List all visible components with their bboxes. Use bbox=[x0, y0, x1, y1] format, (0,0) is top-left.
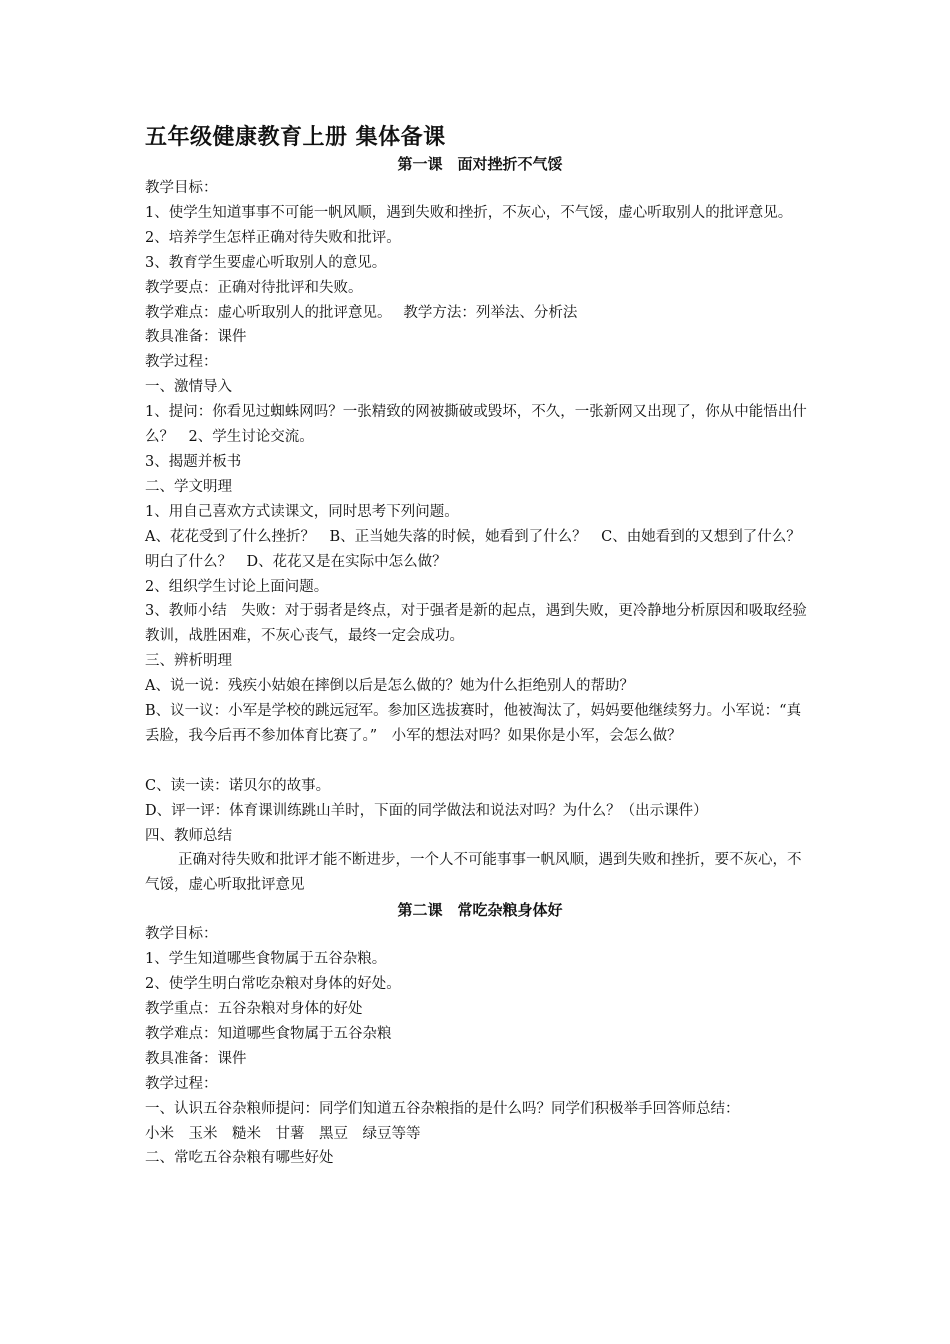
lesson-1-summary: 正确对待失败和批评才能不断进步，一个人不可能事事一帆风顺，遇到失败和挫折，要不灰心，不气馁，虚心听取批评意见 bbox=[145, 852, 802, 894]
lesson-1-line: 教学要点：正确对待批评和失败。 bbox=[145, 279, 363, 296]
lesson-1-line: 教学难点：虚心听取别人的批评意见。 教学方法：列举法、分析法 bbox=[145, 304, 578, 321]
lesson-2-line: 二、常吃五谷杂粮有哪些好处 bbox=[145, 1150, 334, 1167]
lesson-1-line: 3、教育学生要虚心听取别人的意见。 bbox=[145, 254, 387, 271]
lesson-1-line: A、说一说：残疾小姑娘在摔倒以后是怎么做的？她为什么拒绝别人的帮助？ bbox=[145, 678, 634, 695]
blank-line bbox=[145, 749, 815, 774]
lesson-2-line: 小米 玉米 糙米 甘薯 黑豆 绿豆等等 bbox=[145, 1125, 421, 1142]
document-title: 五年级健康教育上册 集体备课 bbox=[145, 125, 446, 150]
lesson-1-line: 一、激情导入 bbox=[145, 379, 232, 396]
document-page bbox=[145, 124, 815, 1171]
lesson-1-line: 3、揭题并板书 bbox=[145, 453, 242, 470]
lesson-2-line: 教学重点：五谷杂粮对身体的好处 bbox=[145, 1000, 363, 1017]
lesson-1-line: 二、学文明理 bbox=[145, 478, 232, 495]
lesson-1-line: D、评一评：体育课训练跳山羊时，下面的同学做法和说法对吗？为什么？（出示课件） bbox=[145, 802, 708, 819]
lesson-2-line: 教学难点：知道哪些食物属于五谷杂粮 bbox=[145, 1025, 392, 1042]
lesson-1-line: 1、用自己喜欢方式读课文，同时思考下列问题。 bbox=[145, 503, 459, 520]
lesson-2-line: 一、认识五谷杂粮师提问：同学们知道五谷杂粮指的是什么吗？同学们积极举手回答师总结： bbox=[145, 1100, 740, 1117]
lesson-1-line: B、议一议：小军是学校的跳远冠军。参加区选拔赛时，他被淘汰了，妈妈要他继续努力。小军说：“真丢脸，我今后再不参加体育比赛了。” 小军的想法对吗？如果你是小军，会怎么做？ bbox=[145, 703, 802, 744]
lesson-1-line: 教具准备：课件 bbox=[145, 329, 247, 346]
lesson-1-line: 2、组织学生讨论上面问题。 bbox=[145, 578, 329, 595]
lesson-2-line: 1、学生知道哪些食物属于五谷杂粮。 bbox=[145, 951, 387, 968]
lesson-1-line: 1、使学生知道事事不可能一帆风顺，遇到失败和挫折，不灰心，不气馁，虚心听取别人的批评意见。 bbox=[145, 204, 793, 221]
lesson-2-line: 2、使学生明白常吃杂粮对身体的好处。 bbox=[145, 976, 401, 993]
lesson-2-title: 第二课 常吃杂粮身体好 bbox=[397, 901, 563, 920]
lesson-2-line: 教学过程： bbox=[145, 1075, 218, 1092]
lesson-1-section bbox=[145, 152, 815, 898]
lesson-1-line: C、读一读：诺贝尔的故事。 bbox=[145, 777, 331, 794]
lesson-2-line: 教具准备：课件 bbox=[145, 1050, 247, 1067]
lesson-1-line: 2、培养学生怎样正确对待失败和批评。 bbox=[145, 229, 401, 246]
lesson-1-line: A、花花受到了什么挫折？ B、正当她失落的时候，她看到了什么？ C、由她看到的又想到了什么？明白了什么？ D、花花又是在实际中怎么做？ bbox=[145, 528, 801, 570]
lesson-1-line: 1、提问：你看见过蜘蛛网吗？一张精致的网被撕破或毁坏，不久，一张新网又出现了，你从中能悟出什么？ 2、学生讨论交流。 bbox=[145, 404, 807, 446]
lesson-1-line: 3、教师小结 失败：对于弱者是终点，对于强者是新的起点，遇到失败，更冷静地分析原因和吸取经验教训，战胜困难，不灰心丧气，最终一定会成功。 bbox=[145, 603, 807, 645]
lesson-1-line: 教学过程： bbox=[145, 354, 218, 371]
lesson-1-line: 教学目标： bbox=[145, 180, 218, 196]
lesson-1-line: 三、辨析明理 bbox=[145, 653, 232, 670]
lesson-1-title: 第一课 面对挫折不气馁 bbox=[397, 155, 563, 173]
lesson-2-section bbox=[145, 898, 815, 1171]
lesson-2-line: 教学目标： bbox=[145, 926, 218, 943]
lesson-1-line: 四、教师总结 bbox=[145, 827, 232, 844]
